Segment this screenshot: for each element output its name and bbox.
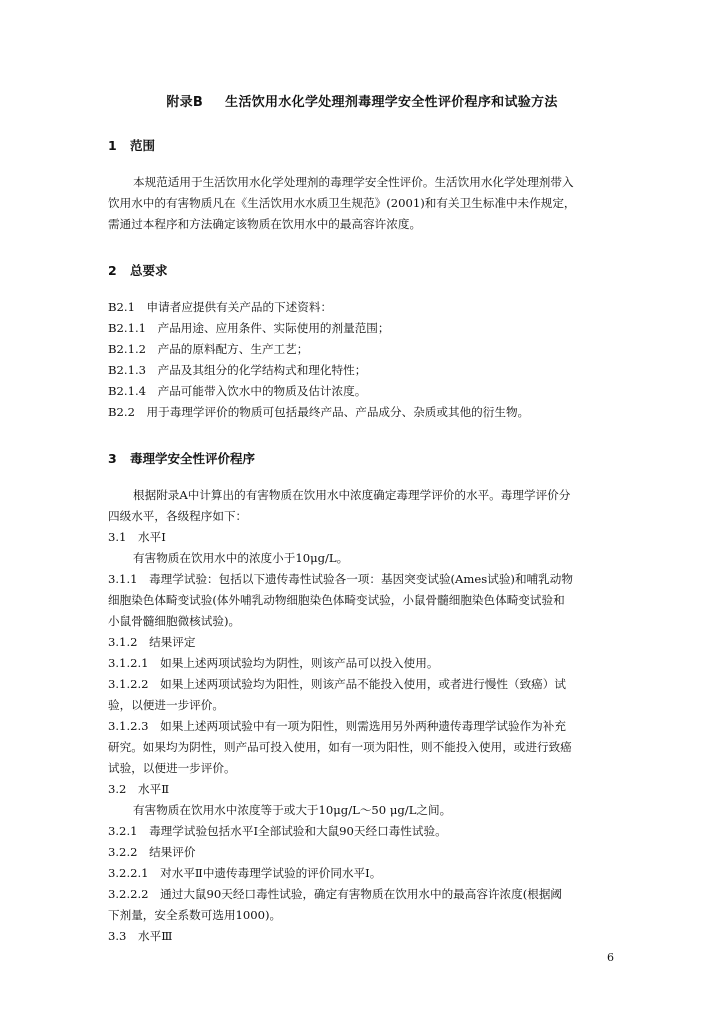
paragraph-line: 3.2.2.1 对水平Ⅱ中遗传毒理学试验的评价同水平Ⅰ。 <box>108 866 382 880</box>
subsection-heading: 3.2.2 结果评价 <box>108 845 196 859</box>
paragraph-line: 细胞染色体畸变试验(体外哺乳动物细胞染色体畸变试验，小鼠骨髓细胞染色体畸变试验和 <box>108 593 565 607</box>
list-item: B2.1.3 产品及其组分的化学结构式和理化特性； <box>108 363 367 377</box>
paragraph-line: 下剂量，安全系数可选用1000)。 <box>108 908 282 922</box>
paragraph-line: 根据附录A中计算出的有害物质在饮用水中浓度确定毒理学评价的水平。毒理学评价分 <box>133 488 571 502</box>
paragraph-line: 3.1.2.2 如果上述两项试验均为阳性，则该产品不能投入使用，或者进行慢性（致癌）试 <box>108 677 566 691</box>
page-number: 6 <box>607 951 614 964</box>
paragraph-line: 3.1.2.1 如果上述两项试验均为阴性，则该产品可以投入使用。 <box>108 656 439 670</box>
paragraph-line: 研究。如果均为阴性，则产品可投入使用，如有一项为阳性，则不能投入使用，或进行致癌 <box>108 740 572 754</box>
paragraph-line: 验，以便进一步评价。 <box>108 698 224 712</box>
paragraph-line: 有害物质在饮用水中浓度等于或大于10μg/L～50 μg/L之间。 <box>133 803 452 817</box>
paragraph-line: 试验，以便进一步评价。 <box>108 761 236 775</box>
section-number: 3 <box>108 451 117 466</box>
list-item: B2.2 用于毒理学评价的物质可包括最终产品、产品成分、杂质或其他的衍生物。 <box>108 405 530 419</box>
section-number: 1 <box>108 138 117 153</box>
paragraph-line: 饮用水中的有害物质凡在《生活饮用水水质卫生规范》(2001)和有关卫生标准中未作规定， <box>108 196 576 210</box>
list-item: B2.1.2 产品的原料配方、生产工艺； <box>108 342 309 356</box>
paragraph-line: 小鼠骨髓细胞微核试验)。 <box>108 614 241 628</box>
appendix-title: 生活饮用水化学处理剂毒理学安全性评价程序和试验方法 <box>225 95 558 110</box>
section-title: 范围 <box>130 138 156 153</box>
paragraph-line: 3.2.1 毒理学试验包括水平Ⅰ全部试验和大鼠90天经口毒性试验。 <box>108 824 447 838</box>
section-title: 总要求 <box>130 263 168 278</box>
section-heading-2 <box>108 261 168 279</box>
subsection-heading: 3.2 水平Ⅱ <box>108 782 170 796</box>
section-number: 2 <box>108 263 117 278</box>
section-title: 毒理学安全性评价程序 <box>130 451 256 466</box>
paragraph-line: 需通过本程序和方法确定该物质在饮用水中的最高容许浓度。 <box>108 217 422 231</box>
section-heading-3 <box>108 449 255 467</box>
subsection-heading: 3.1.2 结果评定 <box>108 635 196 649</box>
paragraph-line: 3.1.1 毒理学试验：包括以下遗传毒性试验各一项：基因突变试验(Ames试验)和哺乳动物 <box>108 572 573 586</box>
list-item: B2.1 申请者应提供有关产品的下述资料： <box>108 300 333 314</box>
list-item: B2.1.4 产品可能带入饮水中的物质及估计浓度。 <box>108 384 367 398</box>
subsection-heading: 3.1 水平Ⅰ <box>108 530 166 544</box>
paragraph-line: 有害物质在饮用水中的浓度小于10μg/L。 <box>133 551 349 565</box>
paragraph-line: 四级水平，各级程序如下： <box>108 509 248 523</box>
paragraph-line: 3.1.2.3 如果上述两项试验中有一项为阳性，则需选用另外两种遗传毒理学试验作为补充 <box>108 719 566 733</box>
page-title <box>0 91 724 110</box>
subsection-heading: 3.3 水平Ⅲ <box>108 929 173 943</box>
paragraph-line: 3.2.2.2 通过大鼠90天经口毒性试验，确定有害物质在饮用水中的最高容许浓度(根据阈 <box>108 887 563 901</box>
list-item: B2.1.1 产品用途、应用条件、实际使用的剂量范围； <box>108 321 390 335</box>
section-heading-1 <box>108 136 155 154</box>
paragraph-line: 本规范适用于生活饮用水化学处理剂的毒理学安全性评价。生活饮用水化学处理剂带入 <box>133 175 574 189</box>
appendix-label: 附录B <box>166 95 204 110</box>
